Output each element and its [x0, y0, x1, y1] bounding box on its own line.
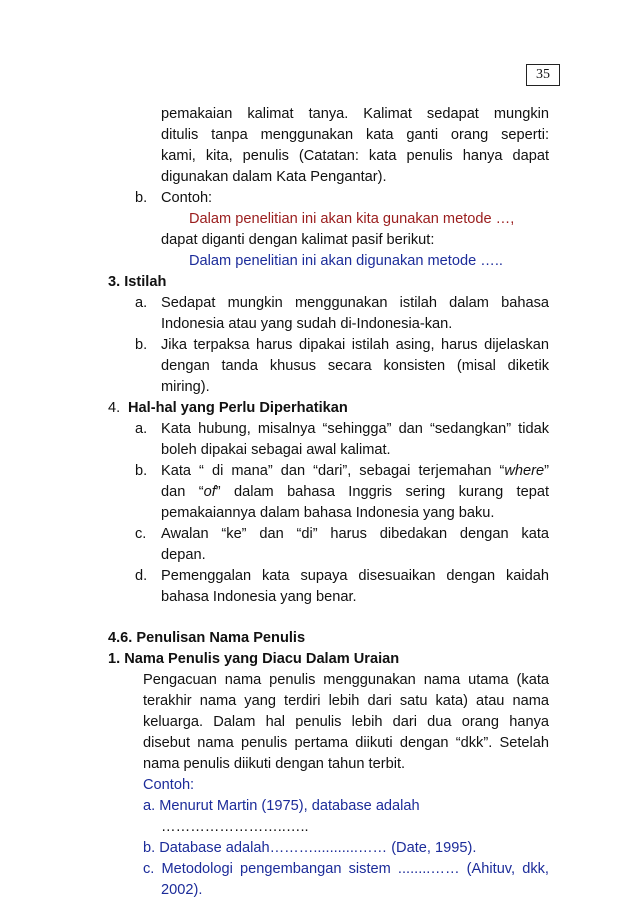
s4-b2-post: ” dalam bahasa Inggris sering kurang tepat [215, 484, 550, 500]
s4-b-line-2 [161, 482, 549, 502]
section-4-heading: Hal-hal yang Perlu Diperhatikan [128, 400, 348, 416]
s3-a-marker: a. [135, 295, 148, 311]
s4-b2-italic: of [203, 484, 216, 500]
s4-b-line-1 [161, 461, 549, 481]
s4-d-marker: d. [135, 568, 148, 584]
s4-b1-italic: where [504, 463, 545, 479]
s46-p-line-1: Pengacuan nama penulis menggunakan nama utama (kata [143, 672, 549, 688]
item-b-text: dapat diganti dengan kalimat pasif berikut: [161, 232, 435, 248]
s46-p-line-4: disebut nama penulis pertama diikuti dengan “dkk”. Setelah [143, 735, 549, 751]
s46-example-b: b. Database adalah………...........…… (Date, 1995). [143, 840, 477, 856]
page-number: 35 [526, 64, 560, 86]
s4-b-marker: b. [135, 463, 148, 479]
s46-example-c-line-2: 2002). [161, 882, 203, 898]
s4-b-line-3: pemakaiannya dalam bahasa Indonesia yang baku. [161, 505, 495, 521]
s4-a-line-1: Kata hubung, misalnya “sehingga” dan “sedangkan” tidak [161, 421, 549, 437]
s3-a-line-2: Indonesia atau yang sudah di-Indonesia-kan. [161, 316, 453, 332]
intro-line-1: pemakaian kalimat tanya. Kalimat sedapat mungkin [161, 106, 549, 122]
s3-b-line-1: Jika terpaksa harus dipakai istilah asing, harus dijelaskan [161, 337, 549, 353]
s3-a-line-1: Sedapat mungkin menggunakan istilah dalam bahasa [161, 295, 549, 311]
s46-example-a-line-1: a. Menurut Martin (1975), database adalah [143, 798, 420, 814]
intro-line-4: digunakan dalam Kata Pengantar). [161, 169, 387, 185]
s4-c-line-1: Awalan “ke” dan “di” harus dibedakan dengan kata [161, 526, 549, 542]
s46-example-label: Contoh: [143, 777, 195, 793]
intro-line-3: kami, kita, penulis (Catatan: kata penulis hanya dapat [161, 148, 549, 164]
example-active-sentence: Dalam penelitian ini akan kita gunakan metode …, [189, 211, 515, 227]
s4-a-marker: a. [135, 421, 148, 437]
s4-b1-post: ” [544, 463, 549, 479]
s46-p-line-3: keluarga. Dalam hal penulis lebih dari dua orang hanya [143, 714, 549, 730]
s4-d-line-1: Pemenggalan kata supaya disesuaikan dengan kaidah [161, 568, 549, 584]
s3-b-marker: b. [135, 337, 148, 353]
section-4-6-heading: 4.6. Penulisan Nama Penulis [108, 630, 306, 646]
s3-b-line-3: miring). [161, 379, 210, 395]
s3-b-line-2: dengan tanda khusus secara konsisten (misal diketik [161, 358, 549, 374]
s4-c-marker: c. [135, 526, 147, 542]
section-4-number: 4. [108, 400, 121, 416]
s46-example-a-line-2: ……………………..….. [161, 819, 309, 835]
s46-p-line-2: terakhir nama yang terdiri lebih dari satu kata) atau nama [143, 693, 549, 709]
s4-b2-pre: dan “ [161, 484, 204, 500]
s4-c-line-2: depan. [161, 547, 206, 563]
intro-line-2: ditulis tanpa menggunakan kata ganti orang seperti: [161, 127, 549, 143]
s4-b1-pre: Kata “ di mana” dan “dari”, sebagai terjemahan “ [161, 463, 505, 479]
s4-d-line-2: bahasa Indonesia yang benar. [161, 589, 357, 605]
s4-a-line-2: boleh dipakai sebagai awal kalimat. [161, 442, 391, 458]
s46-example-c-line-1: c. Metodologi pengembangan sistem ........…… (Ahituv, dkk, [143, 861, 549, 877]
item-b-marker: b. [135, 190, 148, 206]
section-4-6-1-heading: 1. Nama Penulis yang Diacu Dalam Uraian [108, 651, 400, 667]
example-passive-sentence: Dalam penelitian ini akan digunakan metode ….. [189, 253, 503, 269]
section-3-heading: 3. Istilah [108, 274, 167, 290]
s46-p-line-5: nama penulis diikuti dengan tahun terbit. [143, 756, 406, 772]
item-b-label: Contoh: [161, 190, 213, 206]
